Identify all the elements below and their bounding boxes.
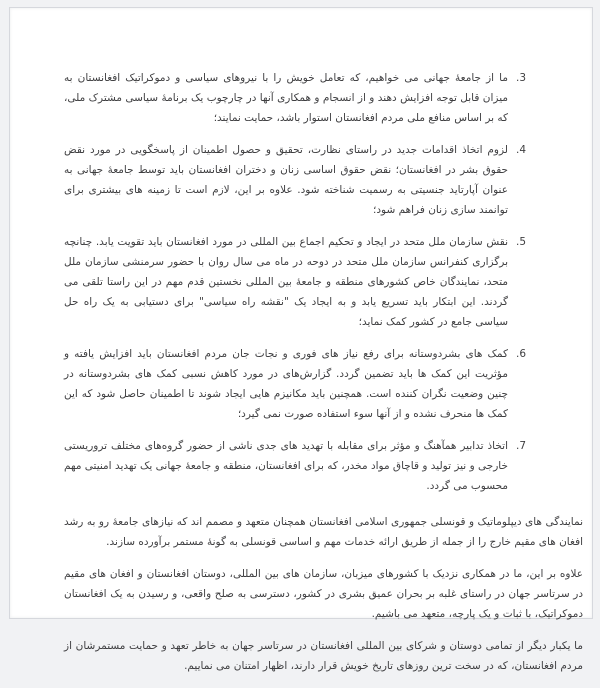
document-body [56,68,583,688]
list-item-3-text: ما از جامعهٔ جهانی می خواهیم، که تعامل خویش را با نیروهای سیاسی و دموکراتیک افغانستان به میزان قابل توجه افزایش دهند و از انسجام و همکاری آنها در چارچوب یک برنامهٔ سیاسی مشترک ملی، که بر اساس منافع ملی مردم افغانستان استوار باشد، حمایت نمایند؛ [64,72,508,124]
list-item-6 [64,344,526,424]
closing-paragraphs [56,512,583,676]
list-item-5-number: 5. [515,236,526,248]
document-page [9,7,593,672]
list-item-4-number: 4. [515,144,526,156]
list-item-5-text: نقش سازمان ملل متحد در ایجاد و تحکیم اجماع بین المللی در مورد افغانستان باید تقویت یابد. چنانچه برگزاری کنفرانس سازمان ملل متحد در دوحه در ماه می سال روان با حضور سرمنشی سازمان ملل متحد، نمایندگان خاص کشورهای منطقه و جامعهٔ بین المللی نخستین قدم مهم در این راستا تلقی می گردند. این ابتکار باید تسریع یابد و به ایجاد یک "نقشه راه سیاسی" برای دستیابی به یک راه حل سیاسی جامع در کشور کمک نماید؛ [64,236,508,328]
list-item-3-number: 3. [515,72,526,84]
list-item-5 [64,232,526,332]
list-item-3 [64,68,526,128]
list-item-7-number: 7. [515,440,526,452]
list-item-7 [64,436,526,496]
list-item-4-text: لزوم اتخاذ اقدامات جدید در راستای نظارت، تحقیق و حصول اطمینان از پاسخگویی در مورد نقض حقوق بشر در افغانستان؛ نقض حقوق اساسی زنان و دختران افغانستان باید توسط جامعهٔ جهانی به عنوان آپارتاید جنسیتی به رسمیت شناخته شود. علاوه بر این، لازم است تا زمینه های بیشتری برای توانمند سازی زنان فراهم شود؛ [64,144,508,216]
list-item-4 [64,140,526,220]
closing-paragraph-commitment: علاوه بر این، ما در همکاری نزدیک با کشورهای میزبان، سازمان های بین المللی، دوستان افغانستان و افغان های مقیم در سرتاسر جهان در راستای غلبه بر بحران عمیق بشری در کشور، دسترسی به صلح واقعی، و رسیدن به یک افغانستان دموکراتیک، با ثبات و یک پارچه، متعهد می باشیم. [64,568,583,620]
closing-paragraph-gratitude: ما یکبار دیگر از تمامی دوستان و شرکای بین المللی افغانستان در سرتاسر جهان به خاطر تعهد و حمایت مستمرشان از مردم افغانستان، که در سخت ترین روزهای تاریخ خویش قرار دارند، اظهار امتنان می نماییم. [64,640,583,672]
list-item-6-text: کمک های بشردوستانه برای رفع نیاز های فوری و نجات جان مردم افغانستان باید افزایش یافته و مؤثریت این کمک ها باید تضمین گردد. گزارش‌های در مورد کاهش نسبی کمک های بشردوستانه در چنین وضعیت نگران کننده است. همچنین باید مکانیزم هایی ایجاد شوند تا اطمینان حاصل شود که این کمک ها منحرف نشده و از آنها سوء استفاده صورت نمی گیرد؛ [64,348,508,420]
closing-paragraph-consular: نمایندگی های دیپلوماتیک و قونسلی جمهوری اسلامی افغانستان همچنان متعهد و مصمم اند که نیازهای جامعهٔ رو به رشد افغان های مقیم خارج را از جمله از طریق ارائه خدمات مهم و اساسی قونسلی به گونهٔ مستمر برآورده سازند. [64,516,583,548]
list-item-6-number: 6. [515,348,526,360]
list-item-7-text: اتخاذ تدابیر همآهنگ و مؤثر برای مقابله با تهدید های جدی ناشی از حضور گروه‌های مختلف تروریستی خارجی و نیز تولید و قاچاق مواد مخدر، که برای افغانستان، منطقه و جامعهٔ جهانی یک تهدید امنیتی مهم محسوب می گردد. [64,440,508,492]
